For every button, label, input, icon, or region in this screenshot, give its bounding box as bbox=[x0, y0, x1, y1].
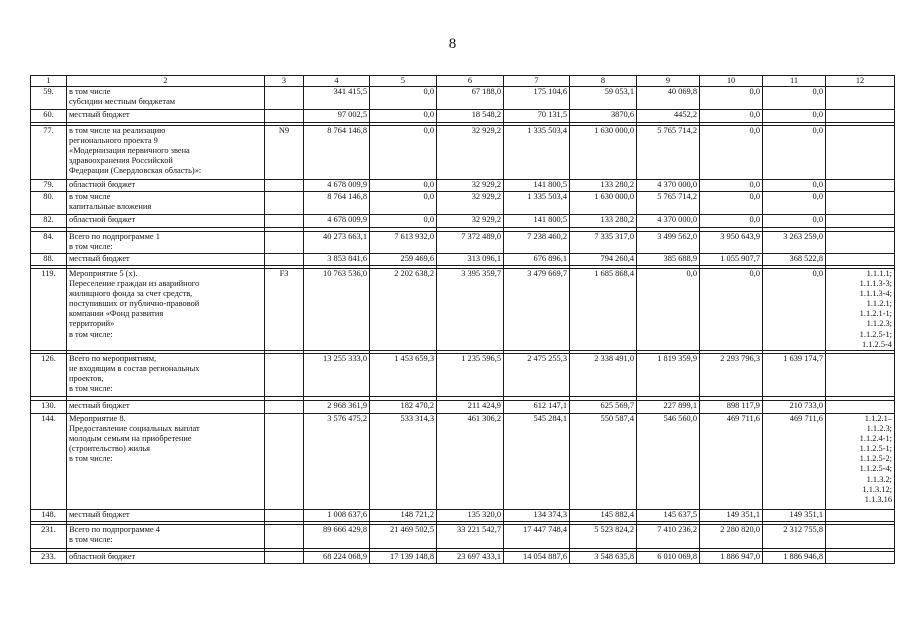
target-code: 1.1.2.1-1; bbox=[859, 309, 892, 319]
description-line: областной бюджет bbox=[69, 180, 136, 189]
amount-cell: 4452,2 bbox=[637, 110, 700, 123]
project-code bbox=[265, 232, 304, 254]
description-line: в том числе на реализацию bbox=[69, 126, 166, 135]
amount-cell: 3 548 635,8 bbox=[570, 552, 637, 564]
table-row bbox=[31, 354, 895, 397]
table-row bbox=[31, 180, 895, 192]
target-codes bbox=[826, 110, 895, 123]
target-code: 1.1.2.4-1; bbox=[859, 434, 892, 444]
project-code bbox=[265, 87, 304, 110]
description-line: Мероприятие 5 (х). bbox=[69, 269, 138, 278]
description-line: территорий» bbox=[69, 319, 115, 329]
amount-cell: 141 800,5 bbox=[504, 180, 570, 192]
amount-cell: 67 188,0 bbox=[437, 87, 504, 110]
amount-cell: 3 395 359,7 bbox=[437, 269, 504, 351]
row-number: 148. bbox=[31, 510, 67, 522]
row-description bbox=[67, 110, 265, 123]
amount-cell: 23 697 433,1 bbox=[437, 552, 504, 564]
amount-cell: 469 711,6 bbox=[763, 414, 826, 510]
amount-cell: 3870,6 bbox=[570, 110, 637, 123]
row-description bbox=[67, 354, 265, 397]
target-code: 1.1.3.2; bbox=[866, 474, 892, 484]
description-line: местный бюджет bbox=[69, 510, 130, 519]
amount-cell: 3 853 841,6 bbox=[304, 254, 370, 266]
amount-cell: 7 613 932,0 bbox=[370, 232, 437, 254]
row-number: 119. bbox=[31, 269, 67, 351]
description-line: в том числе: bbox=[69, 535, 113, 545]
column-header: 6 bbox=[437, 76, 504, 87]
amount-cell: 1 630 000,0 bbox=[570, 126, 637, 180]
project-code bbox=[265, 215, 304, 228]
amount-cell: 18 548,2 bbox=[437, 110, 504, 123]
amount-cell: 133 280,2 bbox=[570, 215, 637, 228]
column-header: 12 bbox=[826, 76, 895, 87]
description-line: молодым семьям на приобретение bbox=[69, 434, 192, 444]
project-code: F3 bbox=[265, 269, 304, 351]
amount-cell: 0,0 bbox=[637, 269, 700, 351]
amount-cell: 545 284,1 bbox=[504, 414, 570, 510]
row-number: 77. bbox=[31, 126, 67, 180]
table-header-row bbox=[31, 76, 895, 87]
target-code: 1.1.2.5-4 bbox=[861, 339, 892, 349]
table-row bbox=[31, 192, 895, 215]
amount-cell: 4 678 009,9 bbox=[304, 180, 370, 192]
amount-cell: 1 886 947,0 bbox=[700, 552, 763, 564]
amount-cell: 0,0 bbox=[700, 110, 763, 123]
target-code: 1.1.2.1– bbox=[864, 414, 892, 423]
amount-cell: 17 139 148,8 bbox=[370, 552, 437, 564]
target-code: 1.1.2.1; bbox=[866, 299, 892, 309]
row-number: 144. bbox=[31, 414, 67, 510]
budget-table bbox=[30, 75, 895, 564]
column-header: 2 bbox=[67, 76, 265, 87]
amount-cell: 0,0 bbox=[370, 180, 437, 192]
amount-cell: 32 929,2 bbox=[437, 215, 504, 228]
target-codes bbox=[826, 215, 895, 228]
amount-cell: 97 002,5 bbox=[304, 110, 370, 123]
table-row bbox=[31, 87, 895, 110]
amount-cell: 210 733,0 bbox=[763, 401, 826, 414]
amount-cell: 1 335 503,4 bbox=[504, 192, 570, 215]
target-codes bbox=[826, 180, 895, 192]
row-description bbox=[67, 269, 265, 351]
description-line: в том числе: bbox=[69, 329, 113, 339]
description-line: Предоставление социальных выплат bbox=[69, 424, 200, 434]
row-description bbox=[67, 254, 265, 266]
amount-cell: 533 314,3 bbox=[370, 414, 437, 510]
column-header: 10 bbox=[700, 76, 763, 87]
amount-cell: 3 479 669,7 bbox=[504, 269, 570, 351]
amount-cell: 182 470,2 bbox=[370, 401, 437, 414]
amount-cell: 3 950 643,9 bbox=[700, 232, 763, 254]
amount-cell: 1 453 659,3 bbox=[370, 354, 437, 397]
amount-cell: 1 055 907,7 bbox=[700, 254, 763, 266]
amount-cell: 4 370 000,0 bbox=[637, 180, 700, 192]
target-codes bbox=[826, 87, 895, 110]
table-row bbox=[31, 525, 895, 549]
amount-cell: 134 374,3 bbox=[504, 510, 570, 522]
column-header: 5 bbox=[370, 76, 437, 87]
amount-cell: 1 008 637,6 bbox=[304, 510, 370, 522]
amount-cell: 612 147,1 bbox=[504, 401, 570, 414]
description-line: Всего по подпрограмме 1 bbox=[69, 232, 160, 241]
amount-cell: 32 929,2 bbox=[437, 126, 504, 180]
amount-cell: 1 235 596,5 bbox=[437, 354, 504, 397]
target-code: 1.1.1.3-3; bbox=[859, 279, 892, 289]
amount-cell: 2 280 820,0 bbox=[700, 525, 763, 549]
column-header: 9 bbox=[637, 76, 700, 87]
amount-cell: 40 273 663,1 bbox=[304, 232, 370, 254]
amount-cell: 149 351,1 bbox=[700, 510, 763, 522]
description-line: областной бюджет bbox=[69, 215, 136, 224]
row-number: 233. bbox=[31, 552, 67, 564]
row-description bbox=[67, 180, 265, 192]
project-code bbox=[265, 510, 304, 522]
description-line: Всего по мероприятиям, bbox=[69, 354, 157, 363]
column-header: 1 bbox=[31, 76, 67, 87]
description-line: «Модернизация первичного звена bbox=[69, 146, 190, 156]
description-line: местный бюджет bbox=[69, 110, 130, 119]
target-codes bbox=[826, 254, 895, 266]
amount-cell: 32 929,2 bbox=[437, 180, 504, 192]
amount-cell: 14 054 887,6 bbox=[504, 552, 570, 564]
target-codes bbox=[826, 525, 895, 549]
row-number: 59. bbox=[31, 87, 67, 110]
amount-cell: 141 800,5 bbox=[504, 215, 570, 228]
description-line: жилищного фонда за счет средств, bbox=[69, 289, 193, 299]
amount-cell: 0,0 bbox=[370, 87, 437, 110]
amount-cell: 211 424,9 bbox=[437, 401, 504, 414]
amount-cell: 368 522,8 bbox=[763, 254, 826, 266]
column-header: 8 bbox=[570, 76, 637, 87]
amount-cell: 5 765 714,2 bbox=[637, 192, 700, 215]
amount-cell: 1 630 000,0 bbox=[570, 192, 637, 215]
amount-cell: 0,0 bbox=[700, 180, 763, 192]
amount-cell: 7 335 317,0 bbox=[570, 232, 637, 254]
amount-cell: 0,0 bbox=[370, 110, 437, 123]
amount-cell: 68 224 068,9 bbox=[304, 552, 370, 564]
row-number: 130. bbox=[31, 401, 67, 414]
description-line: в том числе: bbox=[69, 242, 113, 252]
amount-cell: 17 447 748,4 bbox=[504, 525, 570, 549]
target-code: 1.1.3.12; bbox=[862, 484, 892, 494]
description-line: поступивших от публично-правовой bbox=[69, 299, 200, 309]
target-codes bbox=[826, 354, 895, 397]
project-code bbox=[265, 254, 304, 266]
project-code bbox=[265, 525, 304, 549]
table-row bbox=[31, 414, 895, 510]
row-description bbox=[67, 215, 265, 228]
amount-cell: 33 221 542,7 bbox=[437, 525, 504, 549]
target-codes bbox=[826, 552, 895, 564]
table-row bbox=[31, 401, 895, 414]
description-line: в том числе bbox=[69, 87, 111, 96]
amount-cell: 13 255 333,0 bbox=[304, 354, 370, 397]
amount-cell: 0,0 bbox=[700, 192, 763, 215]
row-description bbox=[67, 87, 265, 110]
column-header: 11 bbox=[763, 76, 826, 87]
amount-cell: 1 335 503,4 bbox=[504, 126, 570, 180]
amount-cell: 1 685 868,4 bbox=[570, 269, 637, 351]
amount-cell: 794 260,4 bbox=[570, 254, 637, 266]
target-code: 1.1.2.3; bbox=[866, 319, 892, 329]
project-code bbox=[265, 180, 304, 192]
amount-cell: 461 306,2 bbox=[437, 414, 504, 510]
description-line: здравоохранения Российской bbox=[69, 156, 173, 166]
amount-cell: 0,0 bbox=[370, 126, 437, 180]
row-number: 84. bbox=[31, 232, 67, 254]
amount-cell: 175 104,6 bbox=[504, 87, 570, 110]
table-row bbox=[31, 254, 895, 266]
amount-cell: 0,0 bbox=[763, 192, 826, 215]
target-code: 1.1.2.5-1; bbox=[859, 444, 892, 454]
amount-cell: 10 763 536,0 bbox=[304, 269, 370, 351]
row-description bbox=[67, 414, 265, 510]
amount-cell: 625 569,7 bbox=[570, 401, 637, 414]
target-codes bbox=[826, 414, 895, 510]
table-row bbox=[31, 510, 895, 522]
target-codes bbox=[826, 232, 895, 254]
target-codes bbox=[826, 510, 895, 522]
row-description bbox=[67, 525, 265, 549]
amount-cell: 149 351,1 bbox=[763, 510, 826, 522]
project-code bbox=[265, 552, 304, 564]
project-code bbox=[265, 110, 304, 123]
amount-cell: 133 280,2 bbox=[570, 180, 637, 192]
description-line: местный бюджет bbox=[69, 401, 130, 410]
description-line: в том числе: bbox=[69, 384, 113, 394]
amount-cell: 8 764 146,8 bbox=[304, 126, 370, 180]
project-code bbox=[265, 192, 304, 215]
row-description bbox=[67, 552, 265, 564]
amount-cell: 259 469,6 bbox=[370, 254, 437, 266]
amount-cell: 70 131,5 bbox=[504, 110, 570, 123]
description-line: Федерации (Свердловская область)»: bbox=[69, 166, 202, 176]
amount-cell: 341 415,5 bbox=[304, 87, 370, 110]
row-number: 82. bbox=[31, 215, 67, 228]
amount-cell: 469 711,6 bbox=[700, 414, 763, 510]
table-row bbox=[31, 126, 895, 180]
page-number: 8 bbox=[448, 36, 457, 52]
amount-cell: 8 764 146,8 bbox=[304, 192, 370, 215]
amount-cell: 1 639 174,7 bbox=[763, 354, 826, 397]
amount-cell: 145 637,5 bbox=[637, 510, 700, 522]
description-line: местный бюджет bbox=[69, 254, 130, 263]
target-codes bbox=[826, 192, 895, 215]
amount-cell: 2 338 491,0 bbox=[570, 354, 637, 397]
row-description bbox=[67, 192, 265, 215]
amount-cell: 313 096,1 bbox=[437, 254, 504, 266]
amount-cell: 0,0 bbox=[763, 215, 826, 228]
amount-cell: 0,0 bbox=[370, 215, 437, 228]
column-header: 4 bbox=[304, 76, 370, 87]
amount-cell: 385 688,9 bbox=[637, 254, 700, 266]
amount-cell: 5 523 824,2 bbox=[570, 525, 637, 549]
amount-cell: 7 410 236,2 bbox=[637, 525, 700, 549]
amount-cell: 21 469 502,5 bbox=[370, 525, 437, 549]
amount-cell: 5 765 714,2 bbox=[637, 126, 700, 180]
amount-cell: 0,0 bbox=[763, 269, 826, 351]
table-row bbox=[31, 110, 895, 123]
amount-cell: 0,0 bbox=[700, 87, 763, 110]
amount-cell: 0,0 bbox=[370, 192, 437, 215]
amount-cell: 0,0 bbox=[763, 110, 826, 123]
description-line: Всего по подпрограмме 4 bbox=[69, 525, 160, 534]
target-code: 1.1.1.1; bbox=[866, 269, 892, 278]
amount-cell: 3 499 562,0 bbox=[637, 232, 700, 254]
amount-cell: 148 721,2 bbox=[370, 510, 437, 522]
amount-cell: 59 053,1 bbox=[570, 87, 637, 110]
amount-cell: 898 117,9 bbox=[700, 401, 763, 414]
description-line: регионального проекта 9 bbox=[69, 136, 158, 146]
description-line: областной бюджет bbox=[69, 552, 136, 561]
target-code: 1.1.2.3; bbox=[866, 424, 892, 434]
amount-cell: 2 293 796,3 bbox=[700, 354, 763, 397]
description-line: Переселение граждан из аварийного bbox=[69, 279, 200, 289]
row-number: 80. bbox=[31, 192, 67, 215]
amount-cell: 4 370 000,0 bbox=[637, 215, 700, 228]
target-code: 1.1.2.5-2; bbox=[859, 454, 892, 464]
amount-cell: 2 475 255,3 bbox=[504, 354, 570, 397]
target-code: 1.1.2.5-4; bbox=[859, 464, 892, 474]
target-code: 1.1.3.16 bbox=[864, 494, 892, 504]
target-codes bbox=[826, 401, 895, 414]
row-description bbox=[67, 510, 265, 522]
target-codes bbox=[826, 126, 895, 180]
amount-cell: 227 899,1 bbox=[637, 401, 700, 414]
description-line: (строительство) жилья bbox=[69, 444, 150, 454]
amount-cell: 3 263 259,0 bbox=[763, 232, 826, 254]
description-line: не входящим в состав региональных bbox=[69, 364, 200, 374]
row-description bbox=[67, 232, 265, 254]
target-code: 1.1.1.3-4; bbox=[859, 289, 892, 299]
amount-cell: 2 202 638,2 bbox=[370, 269, 437, 351]
row-number: 60. bbox=[31, 110, 67, 123]
row-description bbox=[67, 401, 265, 414]
amount-cell: 550 587,4 bbox=[570, 414, 637, 510]
project-code bbox=[265, 354, 304, 397]
row-description bbox=[67, 126, 265, 180]
table-row bbox=[31, 232, 895, 254]
amount-cell: 0,0 bbox=[700, 215, 763, 228]
row-number: 79. bbox=[31, 180, 67, 192]
description-line: в том числе bbox=[69, 192, 111, 201]
description-line: капитальные вложения bbox=[69, 202, 152, 212]
amount-cell: 145 882,4 bbox=[570, 510, 637, 522]
row-number: 231. bbox=[31, 525, 67, 549]
amount-cell: 6 010 069,8 bbox=[637, 552, 700, 564]
amount-cell: 7 238 460,2 bbox=[504, 232, 570, 254]
amount-cell: 0,0 bbox=[700, 126, 763, 180]
table-row bbox=[31, 269, 895, 351]
amount-cell: 0,0 bbox=[763, 87, 826, 110]
target-code: 1.1.2.5-1; bbox=[859, 329, 892, 339]
table-row bbox=[31, 215, 895, 228]
amount-cell: 2 312 755,8 bbox=[763, 525, 826, 549]
amount-cell: 0,0 bbox=[763, 180, 826, 192]
amount-cell: 7 372 489,0 bbox=[437, 232, 504, 254]
amount-cell: 0,0 bbox=[700, 269, 763, 351]
amount-cell: 2 968 361,9 bbox=[304, 401, 370, 414]
description-line: компании «Фонд развития bbox=[69, 309, 164, 319]
project-code: N9 bbox=[265, 126, 304, 180]
amount-cell: 3 576 475,2 bbox=[304, 414, 370, 510]
row-number: 88. bbox=[31, 254, 67, 266]
description-line: проектов, bbox=[69, 374, 104, 384]
description-line: Мероприятие 8. bbox=[69, 414, 126, 423]
amount-cell: 676 896,1 bbox=[504, 254, 570, 266]
description-line: субсидии местным бюджетам bbox=[69, 97, 176, 107]
amount-cell: 4 678 009,9 bbox=[304, 215, 370, 228]
column-header: 3 bbox=[265, 76, 304, 87]
amount-cell: 89 666 429,8 bbox=[304, 525, 370, 549]
table-row bbox=[31, 552, 895, 564]
amount-cell: 40 069,8 bbox=[637, 87, 700, 110]
description-line: в том числе: bbox=[69, 454, 113, 464]
project-code bbox=[265, 401, 304, 414]
row-number: 126. bbox=[31, 354, 67, 397]
amount-cell: 0,0 bbox=[763, 126, 826, 180]
column-header: 7 bbox=[504, 76, 570, 87]
amount-cell: 546 560,0 bbox=[637, 414, 700, 510]
target-codes bbox=[826, 269, 895, 351]
project-code bbox=[265, 414, 304, 510]
amount-cell: 1 819 359,9 bbox=[637, 354, 700, 397]
amount-cell: 1 886 946,8 bbox=[763, 552, 826, 564]
amount-cell: 135 320,0 bbox=[437, 510, 504, 522]
amount-cell: 32 929,2 bbox=[437, 192, 504, 215]
